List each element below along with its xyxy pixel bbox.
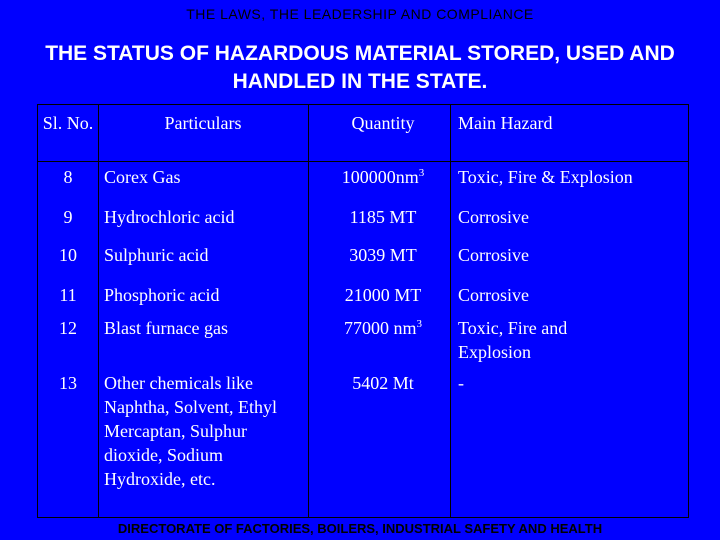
row-sl: 11 xyxy=(59,285,77,305)
column-header-particulars: Particulars xyxy=(164,113,242,133)
row-quantity: $100000nm^3$ xyxy=(341,167,425,187)
row-sl: 10 xyxy=(59,245,77,265)
slide-title xyxy=(20,40,700,96)
row-particulars: Sulphuric acid xyxy=(104,245,209,265)
row-sl: 12 xyxy=(59,318,77,338)
row-particulars: Hydrochloric acid xyxy=(104,207,235,227)
row-particulars: Phosphoric acid xyxy=(104,285,220,305)
slide-title-line-2: HANDLED IN THE STATE. xyxy=(232,70,488,93)
row-hazard: Corrosive xyxy=(458,207,529,227)
row-hazard: Corrosive xyxy=(458,245,529,265)
row-quantity: 1185 MT xyxy=(349,207,417,227)
row-quantity: 77000 $nm^3$ xyxy=(343,318,422,338)
hazard-table xyxy=(37,104,689,518)
column-header-quantity: Quantity xyxy=(351,113,415,133)
row-sl: 13 xyxy=(59,373,77,393)
row-particulars: Other chemicals like Naphtha, Solvent, Ethyl Mercaptan, Sulphur dioxide, Sodium Hydroxide, etc. xyxy=(104,373,277,489)
column-divider xyxy=(98,105,99,517)
row-hazard: Toxic, Fire and Explosion xyxy=(458,318,568,362)
column-header-hazard: Main Hazard xyxy=(458,113,553,133)
slide-header-text: THE LAWS, THE LEADERSHIP AND COMPLIANCE xyxy=(186,6,534,22)
row-quantity: 3039 MT xyxy=(349,245,417,265)
row-sl: 9 xyxy=(63,207,73,227)
row-particulars: Corex Gas xyxy=(104,167,181,187)
slide-footer xyxy=(0,521,720,536)
row-particulars: Blast furnace gas xyxy=(104,318,228,338)
row-hazard: - xyxy=(458,373,464,393)
row-sl: 8 xyxy=(63,167,73,187)
slide-title-line-1: THE STATUS OF HAZARDOUS MATERIAL STORED, USED AND xyxy=(45,42,675,65)
slide-header xyxy=(0,6,720,22)
row-hazard: Corrosive xyxy=(458,285,529,305)
row-hazard: Toxic, Fire & Explosion xyxy=(458,167,633,187)
header-divider xyxy=(38,161,688,162)
row-quantity: 5402 Mt xyxy=(352,373,414,393)
slide-footer-text: DIRECTORATE OF FACTORIES, BOILERS, INDUSTRIAL SAFETY AND HEALTH xyxy=(117,521,603,536)
row-quantity: 21000 MT xyxy=(344,285,422,305)
column-header-sl: Sl. No. xyxy=(42,113,94,133)
